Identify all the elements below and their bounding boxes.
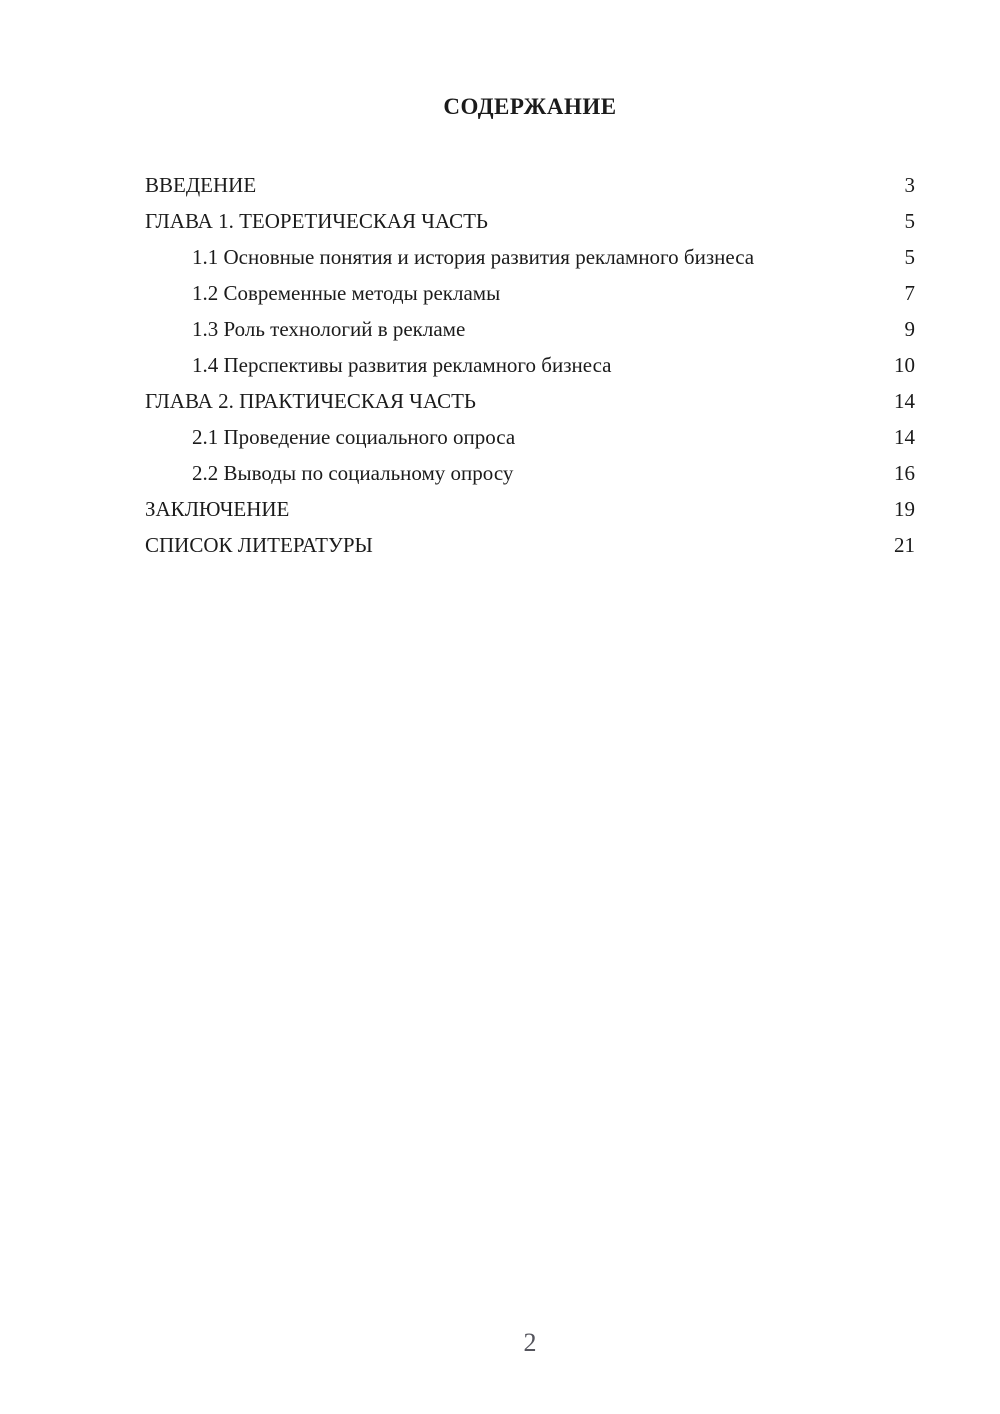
toc-entry-page-number: 7 [904,281,915,305]
toc-entry[interactable] [145,491,915,527]
toc-entry[interactable] [145,419,915,455]
toc-entry-label: 1.3 Роль технологий в рекламе [192,317,466,341]
toc-section [145,93,915,563]
toc-entry-page-number: 14 [894,425,915,449]
toc-entry-label: ЗАКЛЮЧЕНИЕ [145,497,290,521]
toc-entry-label: 1.1 Основные понятия и история развития рекламного бизнеса [192,245,755,269]
toc-list [145,167,915,563]
toc-entry-label: ГЛАВА 2. ПРАКТИЧЕСКАЯ ЧАСТЬ [145,389,476,413]
footer-page-number: 2 [523,1328,537,1357]
toc-entry-page-number: 10 [894,353,915,377]
toc-entry[interactable] [145,347,915,383]
toc-entry-page-number: 14 [894,389,915,413]
toc-entry-label: 1.4 Перспективы развития рекламного бизнеса [192,353,612,377]
toc-entry[interactable] [145,311,915,347]
toc-entry-page-number: 5 [904,209,915,233]
toc-entry-label: СПИСОК ЛИТЕРАТУРЫ [145,533,373,557]
toc-entry-page-number: 21 [894,533,915,557]
toc-entry-page-number: 3 [904,173,915,197]
toc-entry-label: 2.2 Выводы по социальному опросу [192,461,514,485]
toc-entry-page-number: 9 [904,317,915,341]
toc-entry-page-number: 16 [894,461,915,485]
toc-entry[interactable] [145,167,915,203]
toc-entry-page-number: 19 [894,497,915,521]
toc-entry[interactable] [145,239,915,275]
toc-entry[interactable] [145,383,915,419]
toc-entry-label: ВВЕДЕНИЕ [145,173,257,197]
toc-entry-label: ГЛАВА 1. ТЕОРЕТИЧЕСКАЯ ЧАСТЬ [145,209,488,233]
toc-entry-label: 1.2 Современные методы рекламы [192,281,501,305]
page-title: СОДЕРЖАНИЕ [443,94,617,119]
toc-entry-page-number: 5 [904,245,915,269]
toc-entry[interactable] [145,203,915,239]
toc-entry[interactable] [145,455,915,491]
toc-entry-label: 2.1 Проведение социального опроса [192,425,516,449]
toc-entry[interactable] [145,527,915,563]
toc-entry[interactable] [145,275,915,311]
